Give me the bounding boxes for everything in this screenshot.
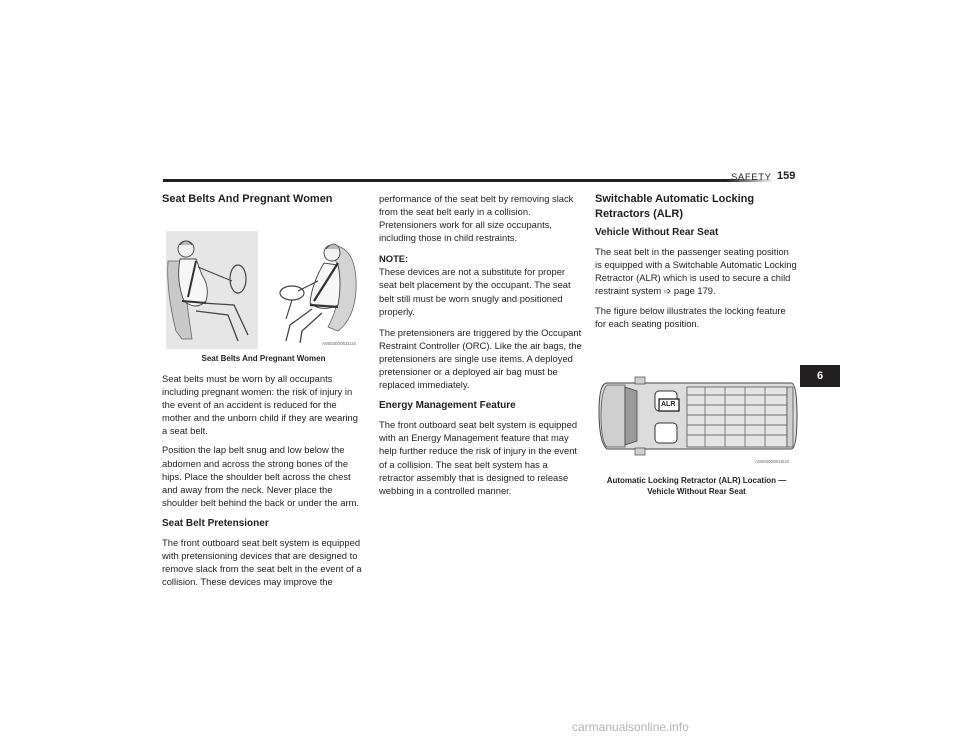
- column-2: [379, 192, 582, 503]
- note-text: These devices are not a substitute for proper seat belt placement by the occupant. The seat belt still must be worn snugly and positioned properly.: [379, 266, 571, 317]
- figure-alr-location: [595, 371, 798, 471]
- header-rule: [163, 179, 775, 182]
- header-section-title: SAFETY: [731, 172, 772, 183]
- page-reference-link[interactable]: page 179.: [673, 285, 716, 297]
- paragraph: The front outboard seat belt system is equipped with pretensioning devices that are designed to remove slack from the seat belt in the event of a collision. These devices may improve the: [162, 536, 362, 588]
- figure-pregnant-women: [162, 231, 365, 349]
- paragraph-with-link: [595, 245, 798, 298]
- paragraph: The pretensioners are triggered by the Occupant Restraint Controller (ORC). Like the air bags, the pretensioners are single use items. A deployed pretensioner or a deployed air bag must be replaced immediately.: [379, 326, 582, 391]
- paragraph-text: The seat belt in the passenger seating position is equipped with a Switchable Automatic Locking Retractor (ALR) which is used to secure a child restraint system: [595, 246, 797, 297]
- figure-code: A0503000615US: [755, 458, 790, 464]
- van-top-view-illustration: [595, 371, 798, 471]
- page-number: 159: [777, 170, 796, 182]
- paragraph: The front outboard seat belt system is equipped with an Energy Management feature that may help further reduce the risk of injury in the event of a collision. The seat belt system has a retractor assembly that is designed to release webbing in a controlled manner.: [379, 419, 578, 496]
- section-heading-pregnant-women: Seat Belts And Pregnant Women: [162, 193, 333, 205]
- chapter-tab: 6: [800, 365, 840, 387]
- page-reference-icon: ➩: [663, 286, 672, 297]
- paragraph: performance of the seat belt by removing slack from the seat belt early in a collision. Pretensioners work for all size occupants, including those in child restraints.: [379, 193, 574, 244]
- pregnant-women-illustration: [162, 231, 365, 349]
- subheading-vehicle-without-rear-seat: Vehicle Without Rear Seat: [595, 227, 719, 238]
- note-label: NOTE:: [379, 253, 409, 265]
- footer-watermark: carmanualsonline.info: [572, 720, 689, 734]
- figure-caption: Automatic Locking Retractor (ALR) Location — Vehicle Without Rear Seat: [606, 475, 787, 496]
- subheading-energy-management: Energy Management Feature: [379, 400, 516, 412]
- subheading-pretensioner: Seat Belt Pretensioner: [162, 517, 269, 529]
- figure-caption: Seat Belts And Pregnant Women: [201, 354, 326, 363]
- figure-code: A0503000631US: [322, 341, 357, 346]
- column-1: [162, 192, 365, 594]
- paragraph: Seat belts must be worn by all occupants including pregnant women: the risk of injury in the event of an accident is reduced for the mother and the unborn child if they are wearing a seat belt.: [162, 373, 358, 437]
- section-heading-alr: Switchable Automatic Locking Retractors (ALR): [595, 193, 755, 220]
- column-3: [595, 192, 798, 505]
- alr-label: ALR: [661, 400, 676, 408]
- paragraph: Position the lap belt snug and low below the abdomen and across the strong bones of the hips. Place the shoulder belt across the chest and away from the neck. Never place the shoulder belt behind the back or under the arm.: [162, 444, 359, 508]
- paragraph: The figure below illustrates the locking feature for each seating position.: [595, 305, 786, 330]
